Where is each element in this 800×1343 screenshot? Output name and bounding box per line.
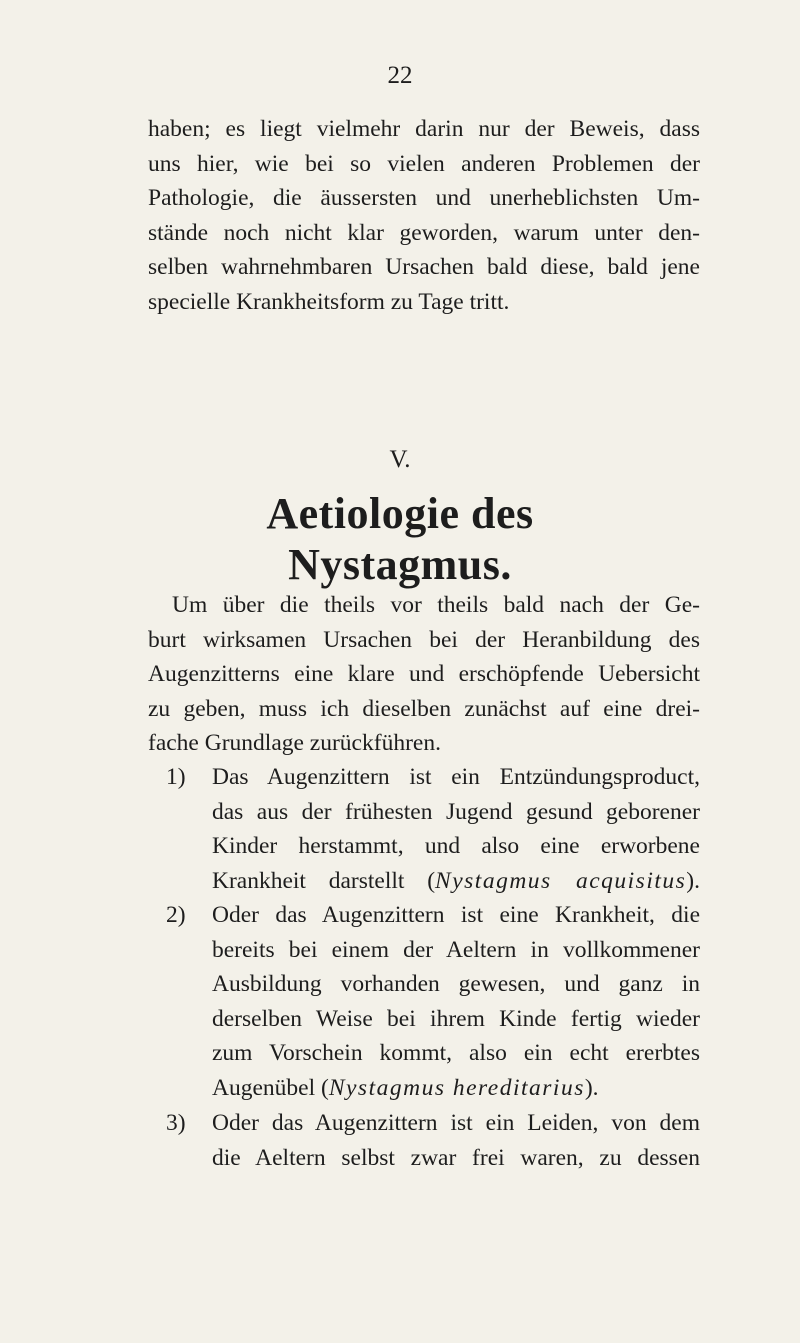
latin-term: Nystagmus hereditarius — [328, 1074, 585, 1101]
text-line: specielle Krankheitsform zu Tage tritt. — [148, 288, 510, 315]
latin-term: Nystagmus acquisitus — [435, 867, 687, 894]
text-line: uns hier, wie bei so vielen anderen Problemen der — [148, 150, 700, 177]
text-line: Pathologie, die äussersten und unerheblichsten Um- — [148, 185, 700, 211]
section-title: Aetiologie des Nystagmus. — [266, 489, 534, 589]
text-line: Das Augenzittern ist ein Entzündungsproduct, — [212, 764, 700, 790]
list-text — [212, 898, 700, 1105]
section-number: V. — [389, 446, 411, 473]
text-line: Augenzitterns eine klare und erschöpfende Uebersicht — [148, 661, 700, 687]
text-span: ). — [584, 1074, 599, 1101]
text-line — [212, 1071, 700, 1106]
text-line: selben wahrnehmbaren Ursachen bald diese, bald jene — [148, 254, 700, 280]
list-number: 1) — [166, 764, 186, 790]
list-number: 3) — [166, 1110, 186, 1136]
text-span: Krankheit darstellt ( — [212, 867, 436, 894]
text-line: Ausbildung vorhanden gewesen, und ganz in — [212, 971, 700, 997]
text-line: zum Vorschein kommt, also ein echt ererbtes — [212, 1040, 700, 1066]
list-item-3 — [148, 1106, 700, 1176]
text-span: ). — [686, 867, 700, 894]
text-line: Um über die theils vor theils bald nach der Ge- — [172, 592, 700, 618]
text-line — [212, 864, 700, 899]
body-paragraph — [148, 588, 700, 761]
text-line: Oder das Augenzittern ist eine Krankheit, die — [212, 902, 700, 928]
text-line: burt wirksamen Ursachen bei der Heranbildung des — [148, 626, 700, 653]
text-line: die Aeltern selbst zwar frei waren, zu dessen — [212, 1144, 700, 1171]
page-number: 22 — [387, 62, 413, 89]
text-line: haben; es liegt vielmehr darin nur der Beweis, dass — [148, 116, 700, 142]
text-line: das aus der frühesten Jugend gesund geborener — [212, 798, 700, 825]
text-span: Augenübel ( — [212, 1074, 329, 1101]
text-line: zu geben, muss ich dieselben zunächst auf eine drei- — [148, 695, 700, 722]
text-line: derselben Weise bei ihrem Kinde fertig wieder — [212, 1005, 700, 1032]
text-line: fache Grundlage zurückführen. — [148, 730, 441, 756]
text-line: Oder das Augenzittern ist ein Leiden, von dem — [212, 1110, 700, 1136]
list-text — [212, 1106, 700, 1175]
text-line: stände noch nicht klar geworden, warum unter den- — [148, 219, 700, 246]
text-line: Kinder herstammt, und also eine erworbene — [212, 833, 700, 859]
intro-paragraph — [148, 112, 700, 319]
list-text — [212, 760, 700, 898]
list-item-1 — [148, 760, 700, 900]
text-line: bereits bei einem der Aeltern in vollkommener — [212, 936, 700, 963]
list-number: 2) — [166, 902, 186, 928]
list-item-2 — [148, 898, 700, 1108]
